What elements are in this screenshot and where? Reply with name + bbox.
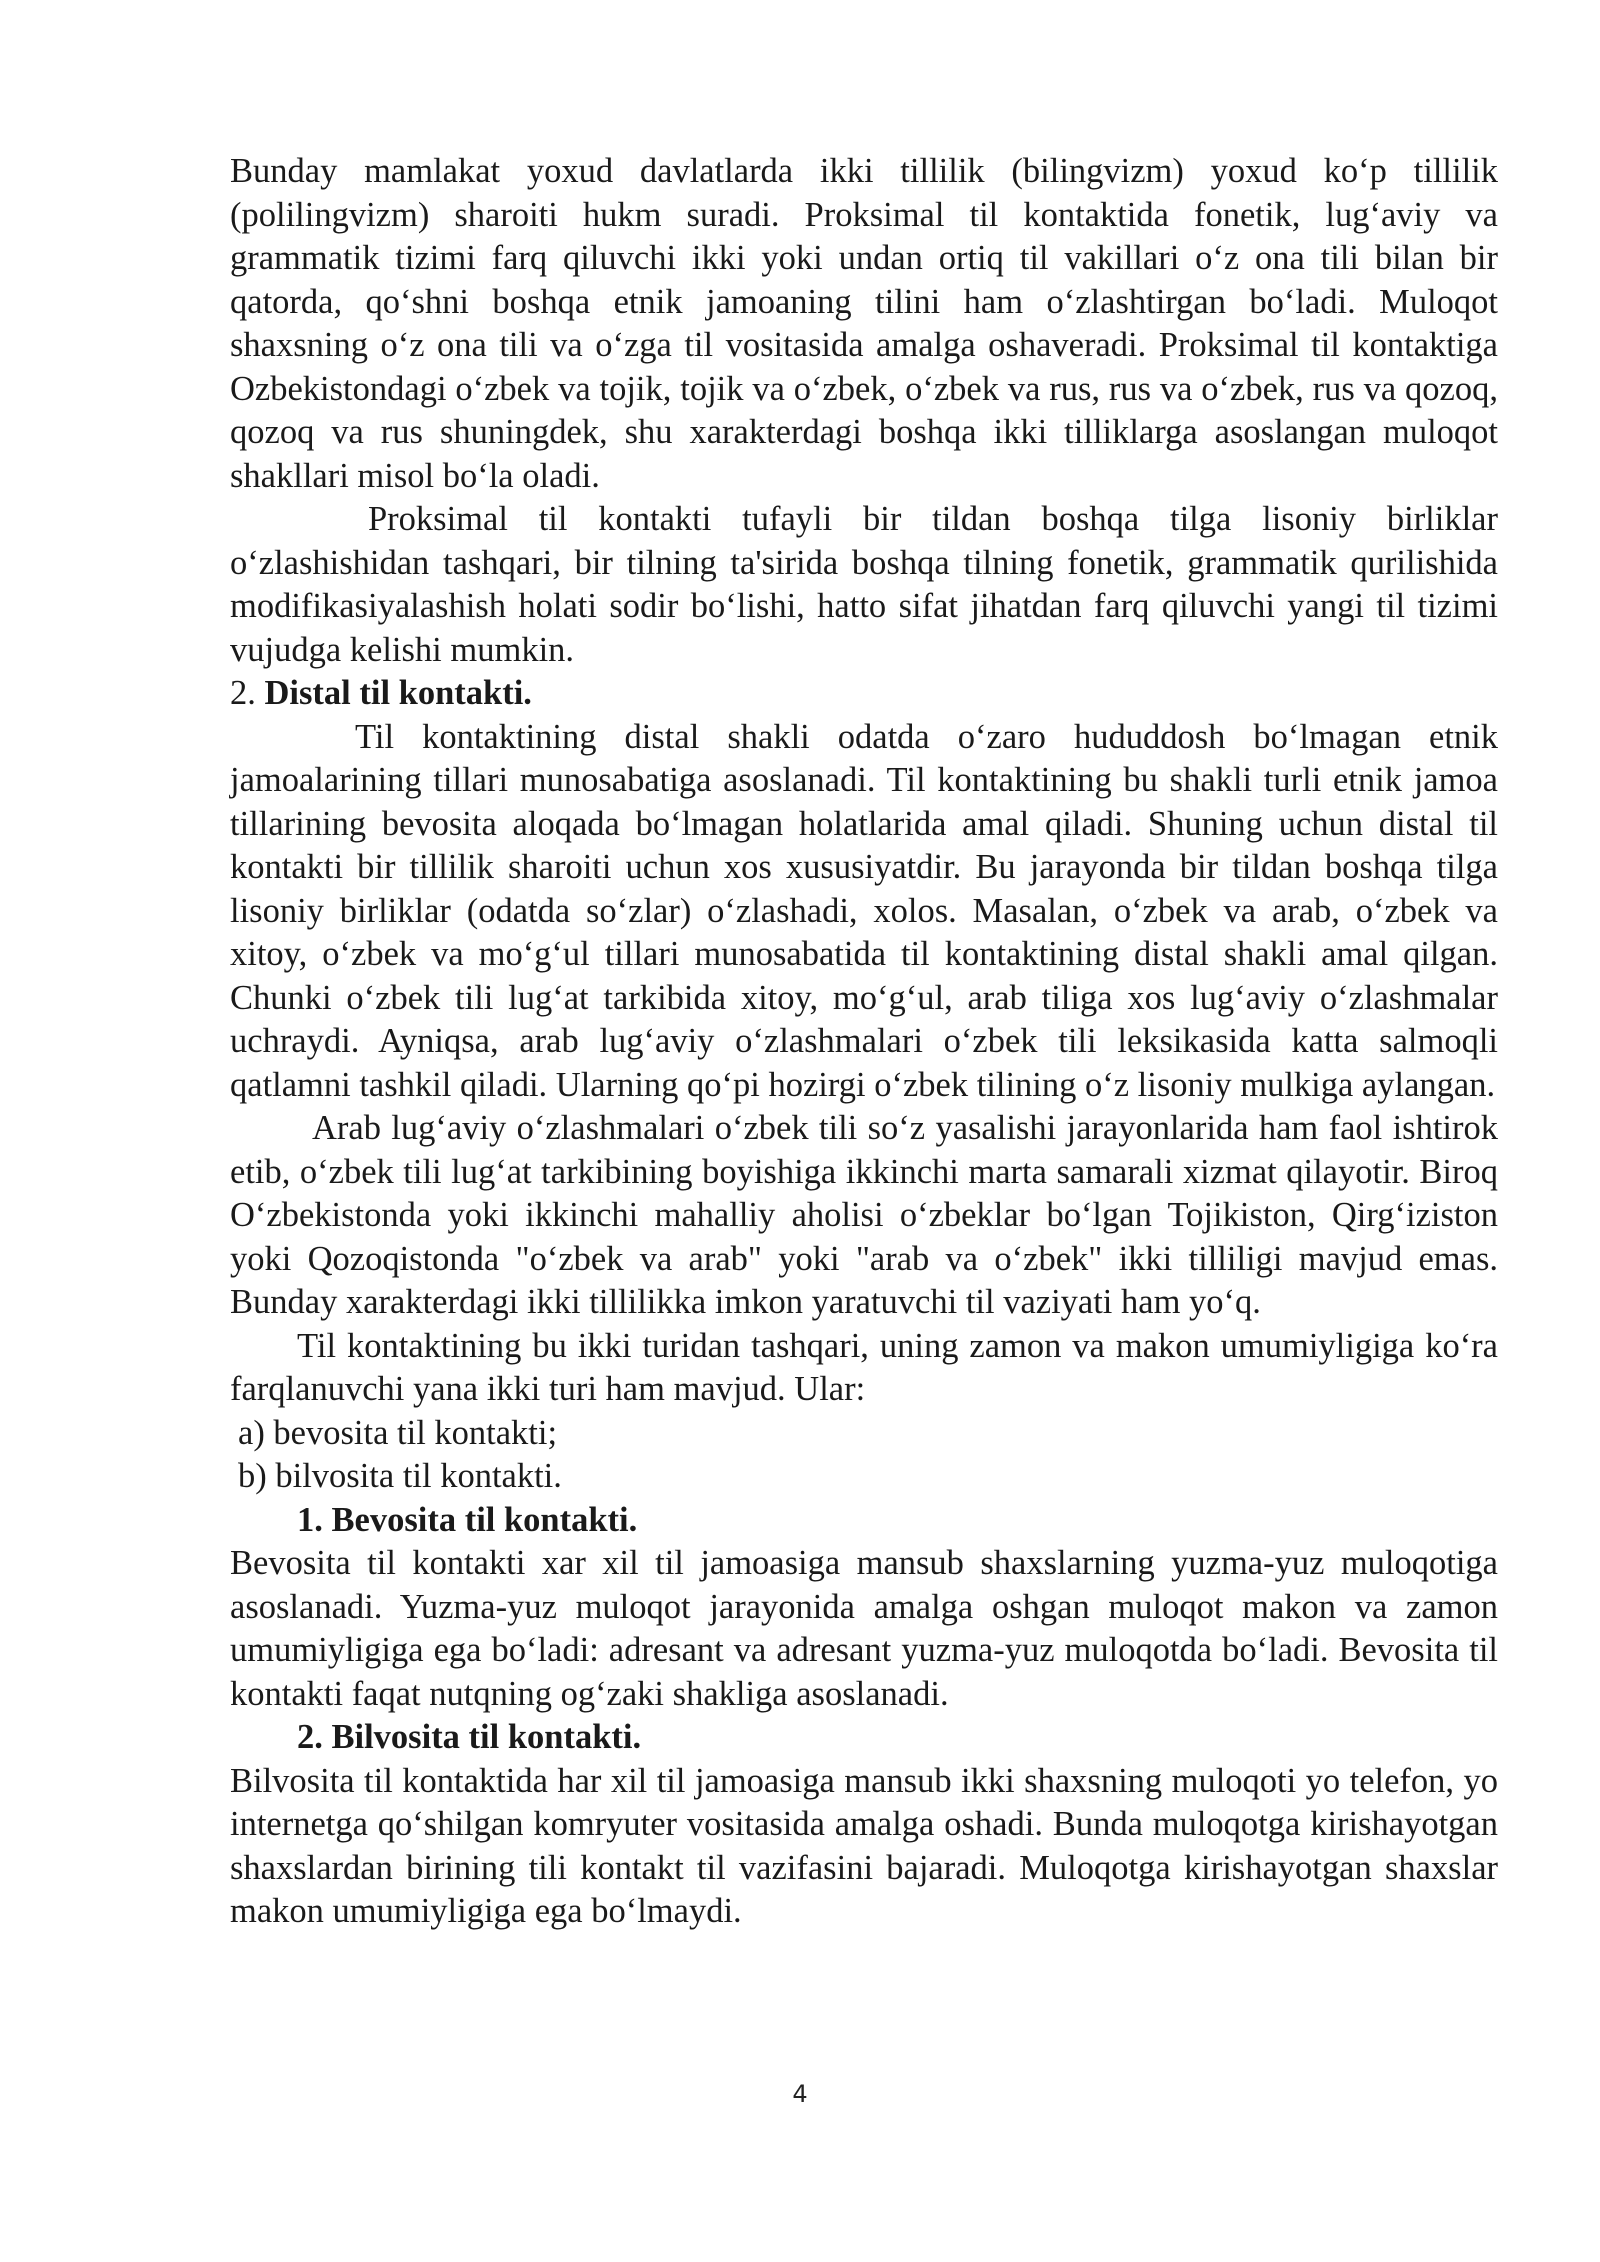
paragraph-bilingualism: Bunday mamlakat yoxud davlatlarda ikki tillilik (bilingvizm) yoxud ko‘p tillilik (polilingvizm) sharoiti hukm suradi. Proksimal til kontaktida fonetik, lug‘aviy va grammatik tizimi farq qiluvchi ikki yoki undan ortiq til vakillari o‘z ona tili bilan bir qatorda, qo‘shni boshqa etnik jamoaning tilini ham o‘zlashtirgan bo‘ladi. Muloqot shaxsning o‘z ona tili va o‘zga til vositasida amalga oshaveradi. Proksimal til kontaktiga Ozbekistondagi o‘zbek va tojik, tojik va o‘zbek, o‘zbek va rus, rus va o‘zbek, rus va qozoq, qozoq va rus shuningdek, shu xarakterdagi boshqa ikki tilliklarga asoslangan muloqot shakllari misol bo‘la oladi.	[230, 152, 1498, 495]
paragraph-distal-form: Til kontaktining distal shakli odatda o‘zaro hududdosh bo‘lmagan etnik jamoalarining tillari munosabatiga asoslanadi. Til kontaktining bu shakli turli etnik jamoa tillarining bevosita aloqada bo‘lmagan holatlarida amal qiladi. Shuning uchun distal til kontakti bir tillilik sharoiti uchun xos xususiyatdir. Bu jarayonda bir tildan boshqa tilga lisoniy birliklar (odatda so‘zlar) o‘zlashadi, xolos. Masalan, o‘zbek va arab, o‘zbek va xitoy, o‘zbek va mo‘g‘ul tillari munosabatida til kontaktining distal shakli amal qilgan. Chunki o‘zbek tili lug‘at tarkibida xitoy, mo‘g‘ul, arab tiliga xos lug‘aviy o‘zlashmalar uchraydi. Ayniqsa, arab lug‘aviy o‘zlashmalari o‘zbek tili leksikasida katta salmoqli qatlamni tashkil qiladi. Ularning qo‘pi hozirgi o‘zbek tilining o‘z lisoniy mulkiga aylangan.	[230, 717, 1498, 1104]
list-item-direct: a) bevosita til kontakti;	[238, 1413, 558, 1452]
paragraph-proximal-contact: Proksimal til kontakti tufayli bir tildan boshqa tilga lisoniy birliklar o‘zlashishidan tashqari, bir tilning ta'sirida boshqa tilning fonetik, grammatik qurilishida modifikasiyalashish holati sodir bo‘lishi, hatto sifat jihatdan farq qiluvchi yangi til tizimi vujudga kelishi mumkin.	[230, 500, 1498, 669]
subheading-indirect-contact: 2. Bilvosita til kontakti.	[297, 1718, 642, 1756]
paragraph-arab-borrowings: Arab lug‘aviy o‘zlashmalari o‘zbek tili so‘z yasalishi jarayonlarida ham faol ishtirok etib, o‘zbek tili lug‘at tarkibining boyishiga ikkinchi marta samarali xizmat qilayotir. Biroq O‘zbekistonda yoki ikkinchi mahalliy aholisi o‘zbeklar bo‘lgan Tojikiston, Qirg‘iziston yoki Qozoqistonda "o‘zbek va arab" yoki "arab va o‘zbek" ikki tilliligi mavjud emas. Bunday xarakterdagi ikki tillilikka imkon yaratuvchi til vaziyati ham yo‘q.	[230, 1109, 1498, 1321]
section-number: 2.	[230, 674, 256, 712]
paragraph-indirect-contact: Bilvosita til kontaktida har xil til jamoasiga mansub ikki shaxsning muloqoti yo telefon, yo internetga qo‘shilgan komryuter vositasida amalga oshadi. Bunda muloqotga kirishayotgan shaxslardan birining tili kontakt til vazifasini bajaradi. Muloqotga kirishayotgan shaxslar makon umumiyligiga ega bo‘lmaydi.	[230, 1761, 1498, 1930]
document-page	[230, 150, 1498, 1934]
list-item-indirect: b) bilvosita til kontakti.	[238, 1457, 562, 1495]
subheading-direct-contact: 1. Bevosita til kontakti.	[297, 1500, 638, 1539]
section-heading-distal	[230, 672, 1498, 716]
paragraph-direct-contact: Bevosita til kontakti xar xil til jamoasiga mansub shaxslarning yuzma-yuz muloqotiga asoslanadi. Yuzma-yuz muloqot jarayonida amalga oshgan muloqot makon va zamon umumiyligiga ega bo‘ladi: adresant va adresant yuzma-yuz muloqotda bo‘ladi. Bevosita til kontakti faqat nutqning og‘zaki shakliga asoslanadi.	[230, 1544, 1498, 1713]
section-title: Distal til kontakti.	[264, 674, 532, 712]
page-number: 4	[792, 2080, 808, 2108]
paragraph-two-types: Til kontaktining bu ikki turidan tashqari, uning zamon va makon umumiyligiga ko‘ra farqlanuvchi yana ikki turi ham mavjud. Ular:	[230, 1326, 1498, 1408]
